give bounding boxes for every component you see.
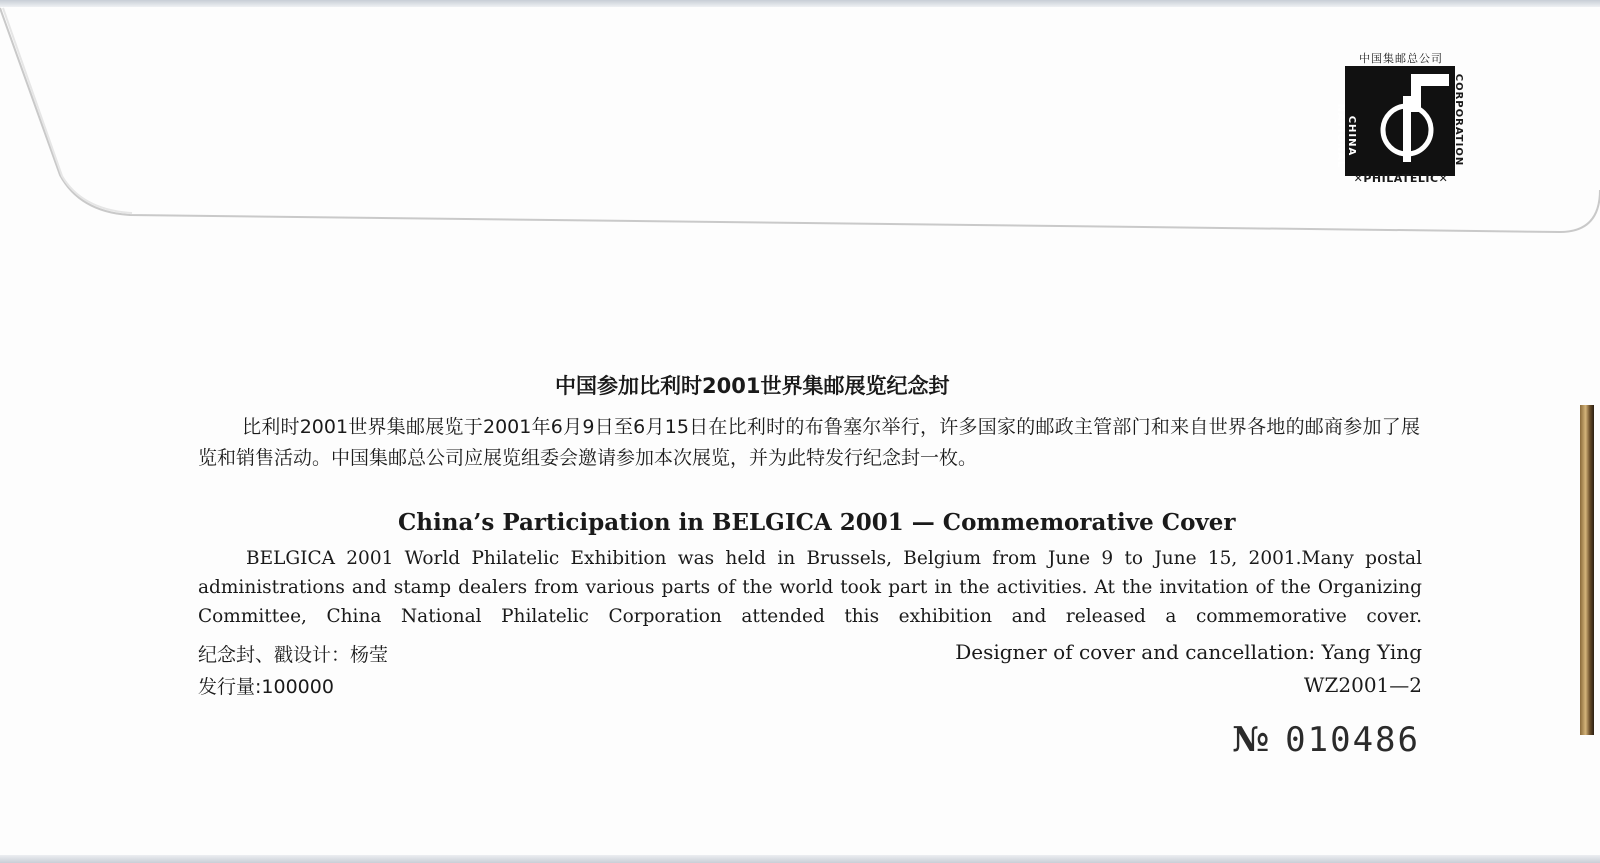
logo-side-right-text: CORPORATION bbox=[1453, 73, 1464, 167]
logo-cross-icon: ✕ bbox=[1353, 172, 1364, 185]
english-title: China’s Participation in BELGICA 2001 — Commemorative Cover bbox=[398, 509, 1236, 536]
serial-prefix: № bbox=[1232, 720, 1272, 760]
envelope-bottom-edge bbox=[0, 855, 1600, 863]
cnpc-phi-logo-icon bbox=[1335, 66, 1455, 176]
chinese-designer-credit: 纪念封、戳设计：杨莹 bbox=[198, 644, 389, 666]
logo-chinese-name: 中国集邮总公司 bbox=[1359, 52, 1443, 65]
logo-bottom-text bbox=[1343, 172, 1459, 185]
publisher-logo bbox=[1335, 50, 1464, 190]
serial-number bbox=[1232, 720, 1420, 760]
english-designer-credit: Designer of cover and cancellation: Yang Ying bbox=[955, 640, 1422, 664]
serial-value: 010486 bbox=[1285, 720, 1420, 760]
english-description: BELGICA 2001 World Philatelic Exhibition was held in Brussels, Belgium from June 9 to June 15, 2001.Many postal administrations and stamp dealers from various parts of the world took part in the activities. At the invitation of the Organizing Committee, China National Philatelic Corporation attended this exhibition and released a commemorative cover. bbox=[198, 548, 1422, 627]
logo-cross-icon: ✕ bbox=[1438, 172, 1449, 185]
logo-bottom-label: PHILATELIC bbox=[1363, 172, 1439, 185]
catalog-code: WZ2001—2 bbox=[1303, 673, 1422, 697]
logo-side-left-text: CHINA NATIONAL bbox=[1335, 103, 1357, 169]
stamp-edge-strip bbox=[1580, 405, 1594, 735]
chinese-description: 比利时2001世界集邮展览于2001年6月9日至6月15日在比利时的布鲁塞尔举行，许多国家的邮政主管部门和来自世界各地的邮商参加了展览和销售活动。中国集邮总公司应展览组委会邀请参加本次展览，并为此特发行纪念封一枚。 bbox=[198, 416, 1420, 469]
chinese-issue-quantity: 发行量:100000 bbox=[198, 676, 334, 698]
chinese-title: 中国参加比利时2001世界集邮展览纪念封 bbox=[555, 374, 950, 398]
